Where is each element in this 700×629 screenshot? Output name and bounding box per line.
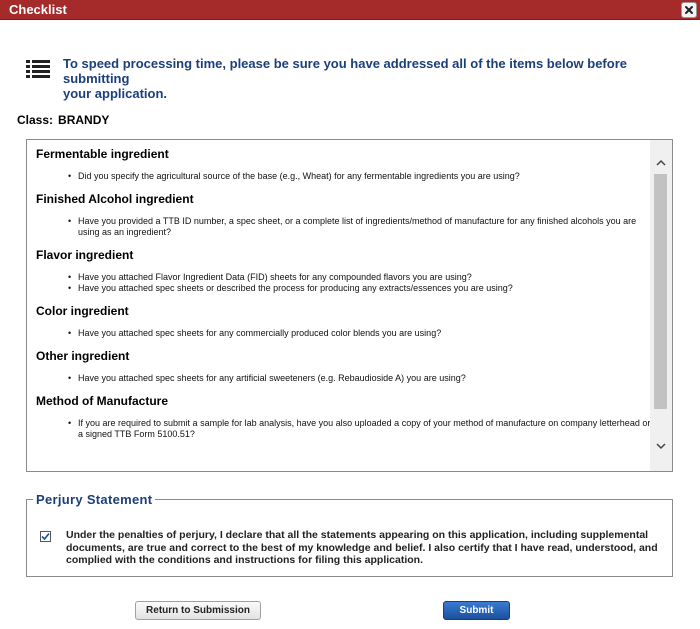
checklist-section xyxy=(36,191,652,238)
scroll-up-button[interactable] xyxy=(650,154,672,171)
section-heading: Method of Manufacture xyxy=(36,394,168,408)
checkmark-icon xyxy=(41,532,50,541)
checklist-item: • Have you attached spec sheets for any commercially produced color blends you are using? xyxy=(68,328,652,339)
window-title: Checklist xyxy=(9,2,67,17)
checklist-item: • If you are required to submit a sample for lab analysis, have you also uploaded a copy of your method of manufacture on company letterhead or a signed TTB Form 5100.51? xyxy=(68,418,652,440)
perjury-text: Under the penalties of perjury, I declare that all the statements appearing on this application, including supplemental documents, are true and correct to the best of my knowledge and belief. I also certify that I have read, understood, and complied with the conditions and instructions for filing this application. xyxy=(66,529,658,566)
checklist-section xyxy=(36,146,652,182)
scroll-thumb[interactable] xyxy=(654,174,667,409)
intro-message xyxy=(63,56,683,101)
class-value: BRANDY xyxy=(58,113,110,127)
checklist-panel[interactable] xyxy=(26,139,673,472)
section-heading: Fermentable ingredient xyxy=(36,147,169,161)
section-heading: Other ingredient xyxy=(36,349,130,363)
checklist-item: • Have you attached Flavor Ingredient Data (FID) sheets for any compounded flavors you are using? xyxy=(68,272,652,283)
chevron-down-icon xyxy=(656,443,666,450)
chevron-up-icon xyxy=(656,159,666,166)
checklist-section xyxy=(36,303,652,339)
class-info xyxy=(17,113,109,127)
class-label: Class: xyxy=(17,113,54,127)
checklist-content xyxy=(27,140,652,449)
section-heading: Finished Alcohol ingredient xyxy=(36,192,194,206)
close-button[interactable] xyxy=(681,2,697,18)
scroll-down-button[interactable] xyxy=(650,438,672,455)
submit-button[interactable]: Submit xyxy=(443,601,510,620)
return-to-submission-button[interactable]: Return to Submission xyxy=(135,601,261,620)
perjury-checkbox[interactable] xyxy=(40,531,51,542)
checklist-item: • Have you provided a TTB ID number, a spec sheet, or a complete list of ingredients/method of manufacture for any finished alcohols you are using as an ingredient? xyxy=(68,216,652,238)
checklist-section xyxy=(36,247,652,294)
checklist-section xyxy=(36,393,652,440)
title-bar xyxy=(0,0,700,20)
section-heading: Color ingredient xyxy=(36,304,129,318)
checklist-item: • Have you attached spec sheets for any artificial sweeteners (e.g. Rebaudioside A) you are using? xyxy=(68,373,652,384)
checklist-section xyxy=(36,348,652,384)
checklist-item: • Have you attached spec sheets or described the process for producing any extracts/essences you are using? xyxy=(68,283,652,294)
close-icon xyxy=(684,5,694,15)
checklist-scrollbar[interactable] xyxy=(650,140,672,471)
list-icon xyxy=(26,60,50,78)
checklist-item: • Did you specify the agricultural source of the base (e.g., Wheat) for any fermentable ingredients you are using? xyxy=(68,171,652,182)
intro-line-1: To speed processing time, please be sure you have addressed all of the items below before submitting xyxy=(63,56,627,86)
intro-line-2: your application. xyxy=(63,86,168,101)
perjury-legend: Perjury Statement xyxy=(36,492,153,507)
section-heading: Flavor ingredient xyxy=(36,248,134,262)
